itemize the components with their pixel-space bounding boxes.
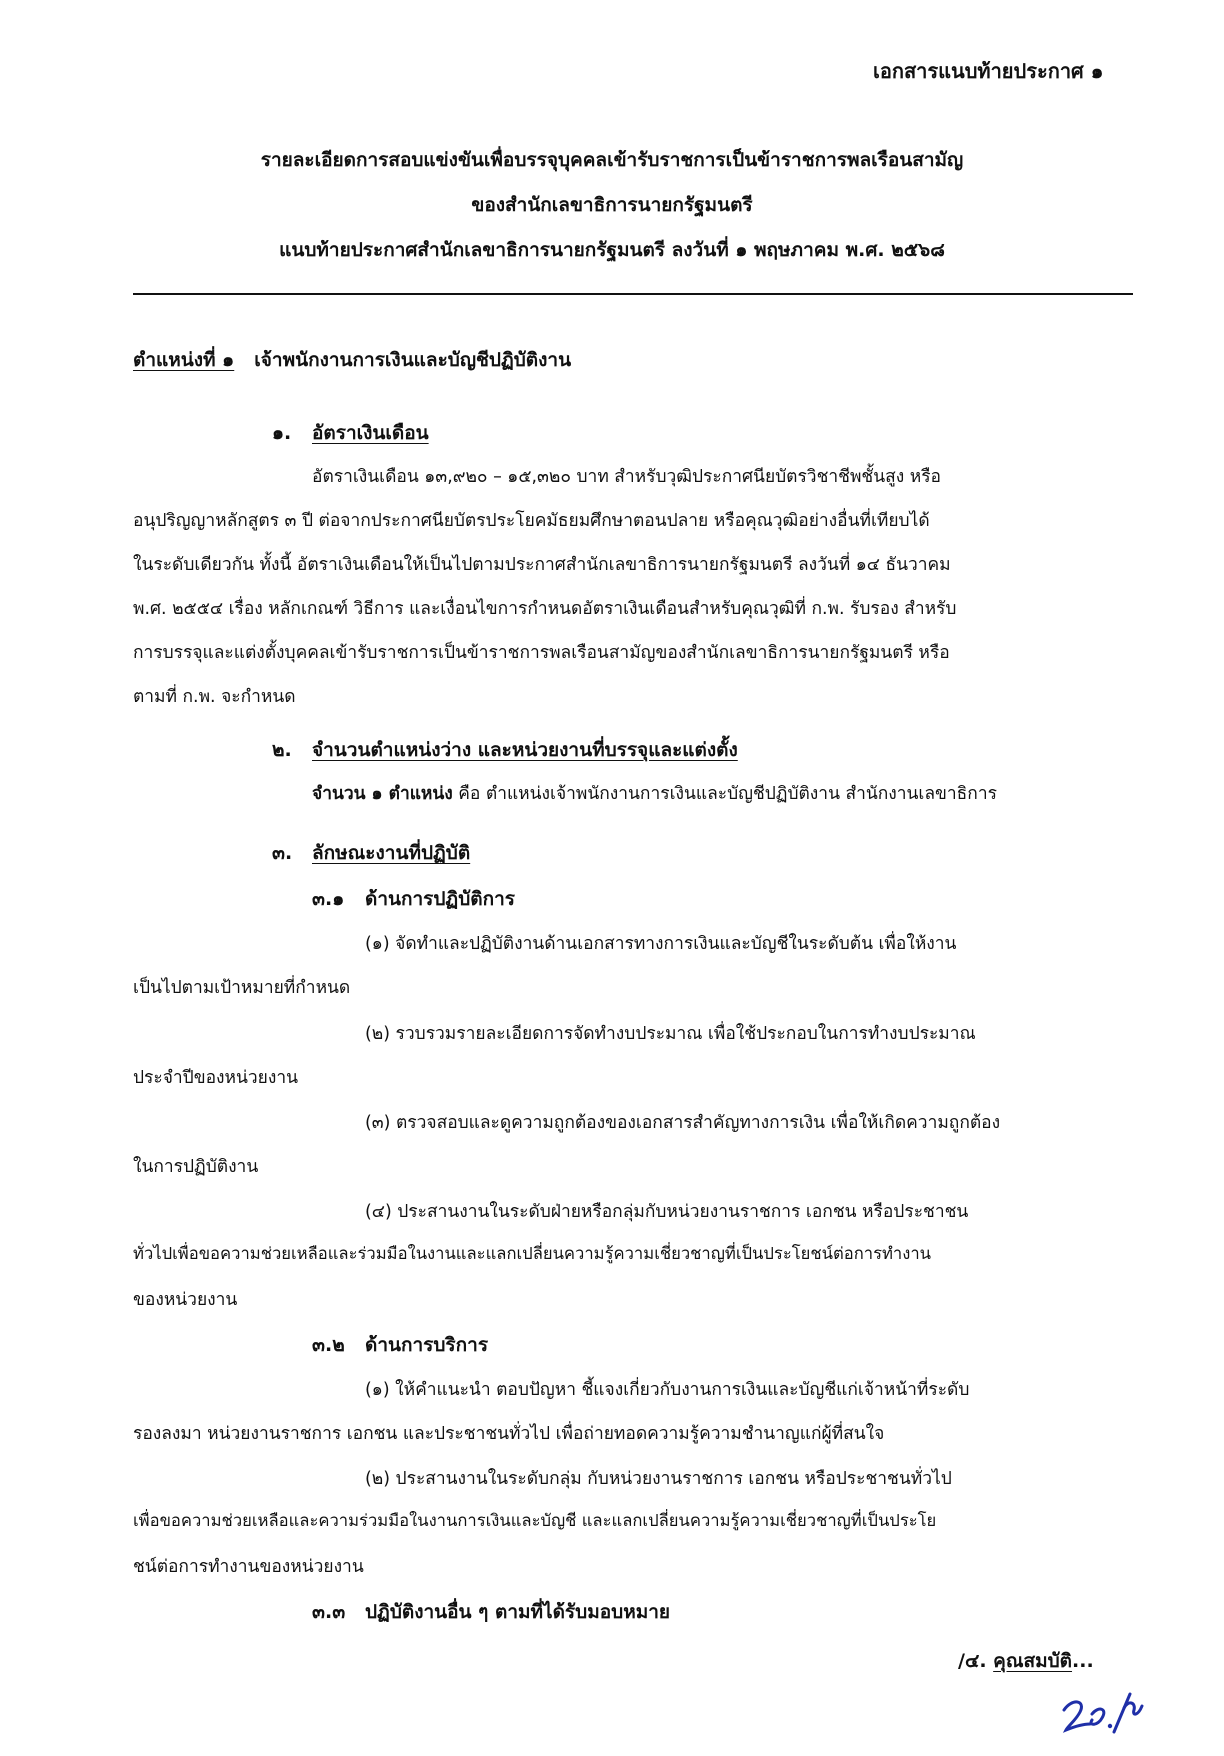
section-3-1-number: ๓.๑ — [312, 888, 345, 910]
section-2-detail: คือ ตำแหน่งเจ้าพนักงานการเงินและบัญชีปฏิบัติงาน สำนักงานเลขาธิการ — [452, 784, 997, 804]
section-2-count: จำนวน ๑ ตำแหน่ง — [312, 784, 453, 804]
section-3-3-number: ๓.๓ — [312, 1601, 346, 1623]
section-3-number: ๓. — [272, 842, 293, 864]
position-heading — [133, 345, 571, 375]
item-3-2-1-line-1: (๑) ให้คำแนะนำ ตอบปัญหา ชี้แจงเกี่ยวกับงานการเงินและบัญชีแก่เจ้าหน้าที่ระดับ — [365, 1380, 970, 1400]
continuation-prefix: /๔. — [958, 1650, 994, 1672]
item-3-1-4-line-3: ของหน่วยงาน — [133, 1290, 238, 1310]
section-2-title: จำนวนตำแหน่งว่าง และหน่วยงานที่บรรจุและแต่งตั้ง — [312, 739, 738, 761]
item-3-1-4-line-2: ทั่วไปเพื่อขอความช่วยเหลือและร่วมมือในงานและแลกเปลี่ยนความรู้ความเชี่ยวชาญที่เป็นประโยชน์ต่อการทำงาน — [133, 1244, 932, 1263]
item-3-1-1-line-1: (๑) จัดทำและปฏิบัติงานด้านเอกสารทางการเงินและบัญชีในระดับต้น เพื่อให้งาน — [365, 934, 957, 954]
section-1-number: ๑. — [272, 422, 292, 444]
section-3-2-title: ด้านการบริการ — [365, 1334, 489, 1356]
section-3-title: ลักษณะงานที่ปฏิบัติ — [312, 842, 471, 864]
item-3-1-4-line-1: (๔) ประสานงานในระดับฝ่ายหรือกลุ่มกับหน่วยงานราชการ เอกชน หรือประชาชน — [365, 1202, 969, 1222]
continuation-dots: ... — [1072, 1650, 1094, 1672]
section-2-line — [312, 779, 997, 807]
item-3-1-1-line-2: เป็นไปตามเป้าหมายที่กำหนด — [133, 978, 351, 998]
title-line-1: รายละเอียดการสอบแข่งขันเพื่อบรรจุบุคคลเข้ารับราชการเป็นข้าราชการพลเรือนสามัญ — [260, 149, 964, 171]
item-3-1-2-line-2: ประจำปีของหน่วยงาน — [133, 1068, 298, 1088]
annex-label: เอกสารแนบท้ายประกาศ ๑ — [873, 59, 1104, 83]
continuation-note — [958, 1646, 1094, 1676]
item-3-2-2-line-1: (๒) ประสานงานในระดับกลุ่ม กับหน่วยงานราชการ เอกชน หรือประชาชนทั่วไป — [365, 1469, 952, 1489]
handwritten-initials-icon — [1058, 1680, 1148, 1736]
title-line-3: แนบท้ายประกาศสำนักเลขาธิการนายกรัฐมนตรี ลงวันที่ ๑ พฤษภาคม พ.ศ. ๒๕๖๘ — [279, 239, 945, 261]
section-3-1-title: ด้านการปฏิบัติการ — [365, 888, 515, 910]
section-3-3-title: ปฏิบัติงานอื่น ๆ ตามที่ได้รับมอบหมาย — [365, 1601, 671, 1623]
position-label: ตำแหน่งที่ ๑ — [133, 349, 235, 371]
title-line-2: ของสำนักเลขาธิการนายกรัฐมนตรี — [471, 194, 753, 216]
item-3-1-3-line-1: (๓) ตรวจสอบและดูความถูกต้องของเอกสารสำคัญทางการเงิน เพื่อให้เกิดความถูกต้อง — [365, 1113, 1001, 1133]
item-3-2-2-line-2: เพื่อขอความช่วยเหลือและความร่วมมือในงานการเงินและบัญชี และแลกเปลี่ยนความรู้ความเชี่ยวชาญที่เป็นประโย — [133, 1511, 937, 1530]
item-3-1-2-line-1: (๒) รวบรวมรายละเอียดการจัดทำงบประมาณ เพื่อใช้ประกอบในการทำงบประมาณ — [365, 1024, 976, 1044]
section-1-line-6: ตามที่ ก.พ. จะกำหนด — [133, 687, 296, 707]
item-3-2-2-line-3: ชน์ต่อการทำงานของหน่วยงาน — [133, 1557, 364, 1577]
section-3-2-number: ๓.๒ — [312, 1334, 345, 1356]
section-1-line-1: อัตราเงินเดือน ๑๓,๙๒๐ – ๑๕,๓๒๐ บาท สำหรับวุฒิประกาศนียบัตรวิชาชีพชั้นสูง หรือ — [312, 467, 941, 487]
section-2-number: ๒. — [272, 739, 292, 761]
section-1-title: อัตราเงินเดือน — [312, 422, 429, 444]
section-1-line-5: การบรรจุและแต่งตั้งบุคคลเข้ารับราชการเป็นข้าราชการพลเรือนสามัญของสำนักเลขาธิการนายกรัฐมนตรี หรือ — [133, 643, 950, 663]
position-name: เจ้าพนักงานการเงินและบัญชีปฏิบัติงาน — [254, 349, 572, 371]
continuation-link: คุณสมบัติ — [993, 1650, 1073, 1672]
item-3-2-1-line-2: รองลงมา หน่วยงานราชการ เอกชน และประชาชนทั่วไป เพื่อถ่ายทอดความรู้ความชำนาญแก่ผู้ที่สนใจ — [133, 1424, 885, 1444]
section-1-line-3: ในระดับเดียวกัน ทั้งนี้ อัตราเงินเดือนให้เป็นไปตามประกาศสำนักเลขาธิการนายกรัฐมนตรี ลงวันที่ ๑๔ ธันวาคม — [133, 555, 951, 575]
section-1-line-2: อนุปริญญาหลักสูตร ๓ ปี ต่อจากประกาศนียบัตรประโยคมัธยมศึกษาตอนปลาย หรือคุณวุฒิอย่างอื่นที่เทียบได้ — [133, 511, 930, 531]
section-1-line-4: พ.ศ. ๒๕๕๔ เรื่อง หลักเกณฑ์ วิธีการ และเงื่อนไขการกำหนดอัตราเงินเดือนสำหรับคุณวุฒิที่ ก.พ. รับรอง สำหรับ — [133, 599, 957, 619]
item-3-1-3-line-2: ในการปฏิบัติงาน — [133, 1157, 259, 1177]
header-divider — [133, 293, 1133, 295]
